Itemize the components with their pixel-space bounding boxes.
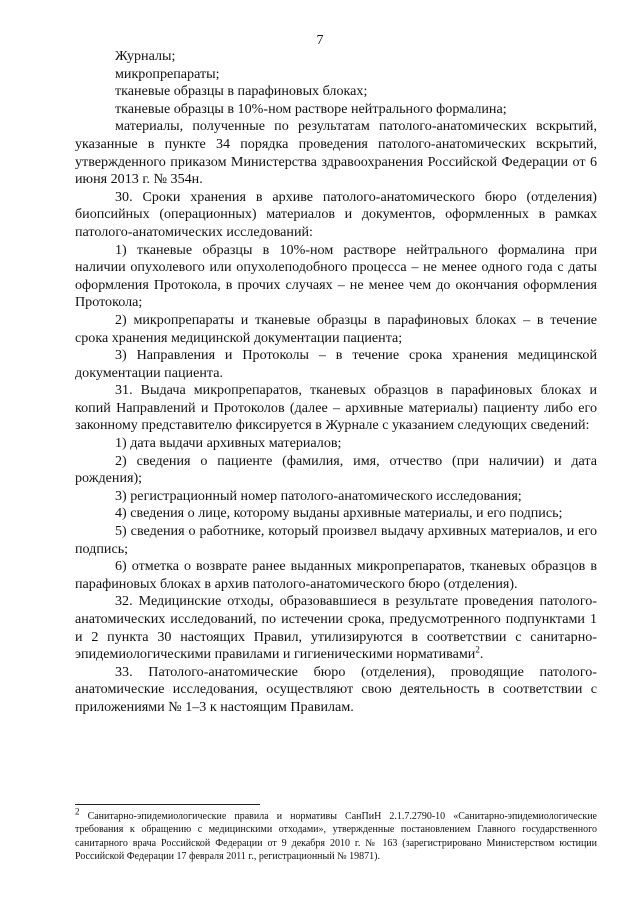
footnote-mark: 2: [75, 806, 80, 817]
paragraph-30: 30. Сроки хранения в архиве патолого-анатомического бюро (отделения) биопсийных (операционных) материалов и документов, оформленных в рамках патолого-анатомических исследований:: [75, 188, 597, 240]
paragraph-31-item-6: 6) отметка о возврате ранее выданных микропрепаратов, тканевых образцов в парафиновых блоках в архив патолого-анатомического бюро (отделения).: [75, 558, 597, 592]
paragraph-31-item-4: 4) сведения о лице, которому выданы архивные материалы, и его подпись;: [115, 505, 563, 522]
list-item-autopsy-materials: материалы, полученные по результатам патолого-анатомических вскрытий, указанные в пункте 34 порядка проведения патолого-анатомических вскрытий, утвержденного приказом Министерства здравоохранения Российской Федерации от 6 июня 2013 г. № 354н.: [75, 118, 597, 188]
paragraph-30-item-2: 2) микропрепараты и тканевые образцы в парафиновых блоках – в течение срока хранения медицинской документации пациента;: [75, 311, 597, 346]
paragraph-31-item-3: 3) регистрационный номер патолого-анатомического исследования;: [115, 487, 522, 504]
paragraph-31: 31. Выдача микропрепаратов, тканевых образцов в парафиновых блоках и копий Направлений и Протоколов (далее – архивные материалы) пациенту либо его законному представителю фиксируется в Журнале с указанием следующих сведений:: [75, 382, 597, 434]
list-item-paraffin-blocks: тканевые образцы в парафиновых блоках;: [115, 83, 368, 100]
paragraph-32-end: .: [479, 646, 484, 663]
list-item-journals: Журналы;: [115, 48, 176, 64]
paragraph-30-item-3: 3) Направления и Протоколы – в течение срока хранения медицинской документации пациента.: [75, 347, 597, 381]
paragraph-31-item-5: 5) сведения о работнике, который произвел выдачу архивных материалов, и его подпись;: [75, 523, 597, 557]
footnote-divider: [75, 804, 260, 805]
paragraph-31-item-2: 2) сведения о пациенте (фамилия, имя, отчество (при наличии) и дата рождения);: [75, 452, 597, 487]
footnote-text: Санитарно-эпидемиологические правила и нормативы СанПиН 2.1.7.2790-10 «Санитарно-эпидемиологические требования к обращению с медицинскими отходами», утвержденные постановлением Главного государственного санитарного врача Российской Федерации от 9 декабря 2010 г. № 163 (зарегистрировано Министерством юстиции Российской Федерации 17 февраля 2011 г., регистрационный № 19871).: [75, 811, 597, 862]
footnote-reference[interactable]: 2: [475, 644, 480, 655]
document-body: [75, 48, 597, 717]
paragraph-32-text: 32. Медицинские отходы, образовавшиеся в результате проведения патолого-анатомических исследований, по истечении срока, предусмотренного подпунктами 1 и 2 пункта 30 настоящих Правил, утилизируются в соответствии с санитарно-эпидемиологическими правилами и гигиеническими нормативами: [75, 593, 597, 663]
list-item-micropreparations: микропрепараты;: [115, 65, 220, 82]
list-item-formalin-samples: тканевые образцы в 10%-ном растворе нейтрального формалина;: [115, 100, 507, 117]
paragraph-33: 33. Патолого-анатомические бюро (отделения), проводящие патолого-анатомические исследования, осуществляют свою деятельность в соответствии с приложениями № 1–3 к настоящим Правилам.: [75, 663, 597, 715]
paragraph-30-item-1: 1) тканевые образцы в 10%-ном растворе нейтрального формалина при наличии опухолевого или опухолеподобного процесса – не менее одного года с даты оформления Протокола, в прочих случаях – не менее чем до окончания оформления Протокола;: [75, 241, 597, 311]
paragraph-31-item-1: 1) дата выдачи архивных материалов;: [115, 435, 342, 452]
footnote: [75, 806, 597, 863]
paragraph-32: [75, 593, 597, 663]
page-number: 7: [316, 33, 324, 48]
